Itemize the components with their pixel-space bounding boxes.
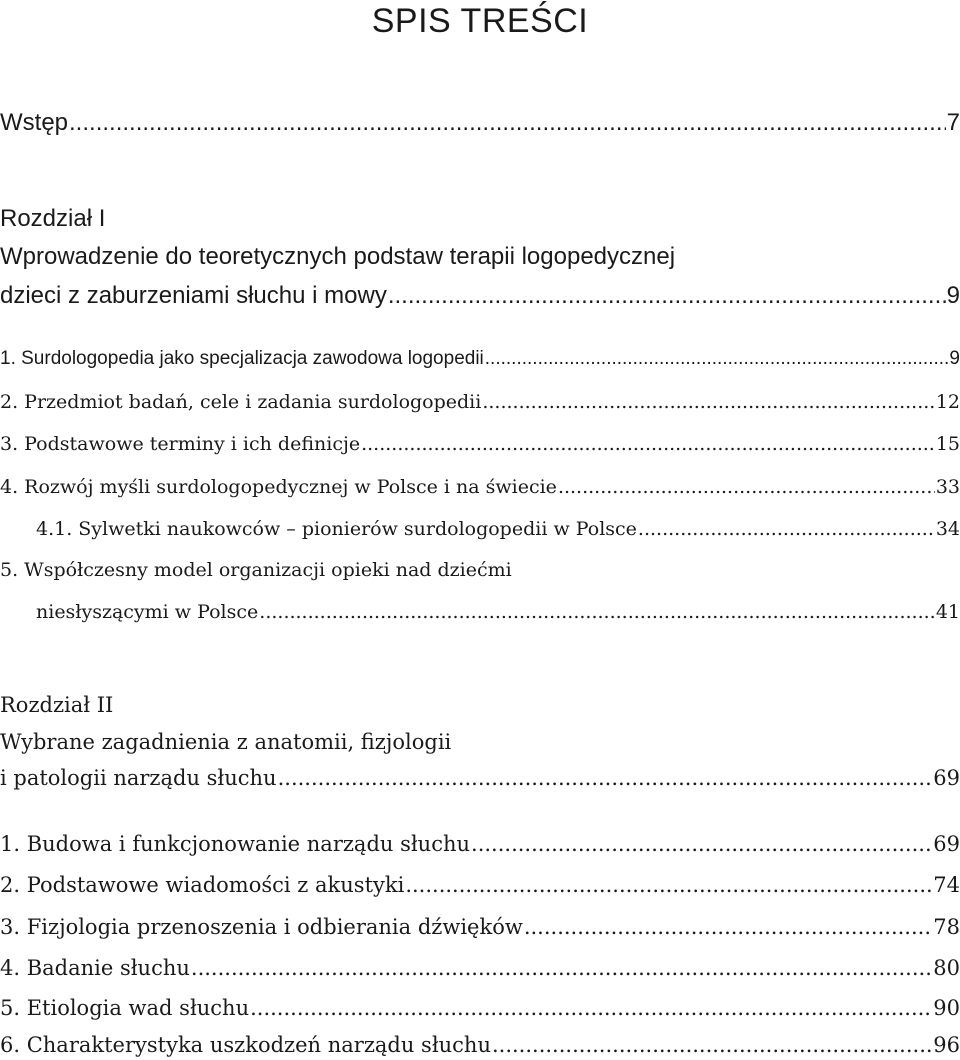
toc-entry-text: 1. Budowa i funkcjonowanie narządu słuchu bbox=[0, 832, 471, 856]
toc-page-number: 74 bbox=[933, 873, 960, 897]
toc-page-number: 69 bbox=[933, 832, 960, 856]
toc-page-number: 9 bbox=[946, 282, 960, 309]
toc-page-number: 7 bbox=[946, 109, 960, 136]
toc-page-number: 12 bbox=[935, 391, 960, 413]
leader-dots bbox=[361, 429, 935, 459]
chapter-title: i patologii narządu słuchu bbox=[0, 766, 277, 790]
leader-dots bbox=[259, 597, 935, 627]
leader-dots bbox=[638, 514, 935, 544]
toc-page-number: 80 bbox=[933, 956, 960, 980]
leader-dots bbox=[69, 108, 946, 138]
toc-entry-text: 2. Podstawowe wiadomości z akustyki bbox=[0, 873, 405, 897]
toc-page-number: 96 bbox=[933, 1033, 960, 1057]
toc-entry-text: 3. Podstawowe terminy i ich definicje bbox=[0, 433, 361, 455]
toc-page-number: 34 bbox=[935, 518, 960, 540]
leader-dots bbox=[278, 763, 933, 793]
chapter-title: Wybrane zagadnienia z anatomii, fizjologii bbox=[0, 730, 452, 754]
chapter-label: Rozdział I bbox=[0, 205, 106, 232]
toc-entry[interactable] bbox=[0, 429, 960, 459]
toc-entry-text: 5. Współczesny model organizacji opieki nad dziećmi bbox=[0, 559, 512, 581]
toc-entry-text: 3. Fizjologia przenoszenia i odbierania dźwięków bbox=[0, 915, 523, 939]
toc-entry-text: niesłyszącymi w Polsce bbox=[36, 601, 259, 623]
toc-page-number: 78 bbox=[933, 915, 960, 939]
toc-entry[interactable] bbox=[0, 953, 960, 983]
leader-dots bbox=[558, 472, 935, 502]
toc-entry[interactable] bbox=[0, 912, 960, 942]
chapter-title: dzieci z zaburzeniami słuchu i mowy bbox=[0, 282, 387, 309]
leader-dots bbox=[524, 912, 932, 942]
toc-entry-text: 1. Surdologopedia jako specjalizacja zawodowa logopedii bbox=[0, 348, 484, 369]
toc-entry-text: 4. Rozwój myśli surdologopedycznej w Polsce i na świecie bbox=[0, 476, 557, 498]
leader-dots bbox=[388, 281, 946, 311]
toc-entry[interactable] bbox=[0, 870, 960, 900]
toc-entry[interactable] bbox=[0, 829, 960, 859]
toc-page-number: 69 bbox=[933, 766, 960, 790]
toc-entry-wstep[interactable] bbox=[0, 108, 960, 138]
toc-entry[interactable] bbox=[0, 993, 960, 1023]
toc-page-number: 33 bbox=[935, 476, 960, 498]
toc-entry[interactable] bbox=[0, 472, 960, 502]
toc-entry[interactable] bbox=[0, 597, 960, 627]
toc-entry[interactable] bbox=[0, 1030, 960, 1060]
toc-page-number: 9 bbox=[949, 348, 960, 369]
toc-entry-text: 4. Badanie słuchu bbox=[0, 956, 190, 980]
chapter-title: Wprowadzenie do teoretycznych podstaw terapii logopedycznej bbox=[0, 243, 676, 270]
leader-dots bbox=[191, 953, 932, 983]
toc-entry-text: 5. Etiologia wad słuchu bbox=[0, 996, 250, 1020]
leader-dots bbox=[471, 829, 932, 859]
toc-entry-chapter2[interactable] bbox=[0, 763, 960, 793]
toc-entry[interactable] bbox=[0, 344, 960, 374]
toc-subentry[interactable] bbox=[0, 514, 960, 544]
toc-entry[interactable] bbox=[0, 387, 960, 417]
page-title: SPIS TREŚCI bbox=[371, 2, 589, 40]
toc-page-number: 90 bbox=[933, 996, 960, 1020]
toc-entry-chapter1[interactable] bbox=[0, 281, 960, 311]
leader-dots bbox=[485, 344, 949, 374]
chapter-label: Rozdział II bbox=[0, 693, 114, 717]
toc-entry-text: 4.1. Sylwetki naukowców – pionierów surdologopedii w Polsce bbox=[36, 518, 637, 540]
toc-entry-text: 6. Charakterystyka uszkodzeń narządu słuchu bbox=[0, 1033, 491, 1057]
toc-page-number: 41 bbox=[935, 601, 960, 623]
leader-dots bbox=[492, 1030, 932, 1060]
toc-page-number: 15 bbox=[935, 433, 960, 455]
toc-entry-text: Wstęp bbox=[0, 109, 69, 136]
leader-dots bbox=[482, 387, 934, 417]
toc-entry-text: 2. Przedmiot badań, cele i zadania surdologopedii bbox=[0, 391, 482, 413]
leader-dots bbox=[250, 993, 932, 1023]
leader-dots bbox=[405, 870, 932, 900]
